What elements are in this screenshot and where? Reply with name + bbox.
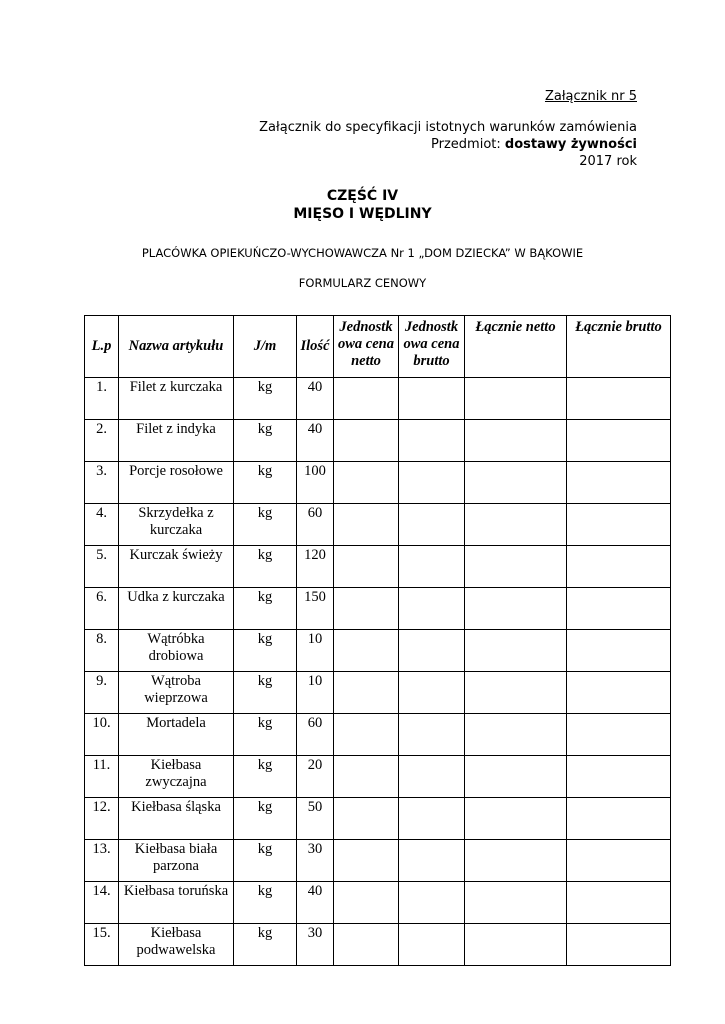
- form-title: FORMULARZ CENOWY: [298, 276, 427, 290]
- row-lp-cell: 4.: [85, 504, 119, 546]
- row-unit-cell: kg: [234, 504, 297, 546]
- row-quantity-cell: 10: [297, 672, 334, 714]
- row-quantity-cell: 30: [297, 840, 334, 882]
- table-row: [85, 924, 671, 966]
- row-quantity-cell: 30: [297, 924, 334, 966]
- row-quantity-cell: 10: [297, 630, 334, 672]
- row-unit-cell: kg: [234, 630, 297, 672]
- row-lp-cell: 15.: [85, 924, 119, 966]
- row-item-name-cell: Filet z kurczaka: [119, 378, 234, 420]
- row-unit-price-net-cell[interactable]: [334, 798, 399, 840]
- table-row: [85, 882, 671, 924]
- table-row: [85, 420, 671, 462]
- subject-line: [259, 136, 637, 153]
- row-total-gross-cell[interactable]: [567, 672, 671, 714]
- row-item-name-cell: Kiełbasa toruńska: [119, 882, 234, 924]
- row-unit-price-gross-cell[interactable]: [399, 840, 465, 882]
- row-total-gross-cell[interactable]: [567, 420, 671, 462]
- row-unit-price-gross-cell[interactable]: [399, 882, 465, 924]
- header-unit-price-net-line1: Jednostk: [339, 319, 393, 335]
- header-unit-price-net-line3: netto: [351, 353, 381, 369]
- subject-prefix: Przedmiot:: [431, 137, 505, 152]
- table-row: [85, 630, 671, 672]
- table-row: [85, 462, 671, 504]
- row-item-name-cell: Kiełbasa podwawelska: [119, 924, 234, 966]
- row-unit-price-net-cell[interactable]: [334, 504, 399, 546]
- row-total-net-cell[interactable]: [465, 924, 567, 966]
- row-quantity-cell: 40: [297, 882, 334, 924]
- row-unit-cell: kg: [234, 924, 297, 966]
- row-unit-cell: kg: [234, 840, 297, 882]
- header-total-gross: Łącznie brutto: [567, 316, 671, 378]
- row-item-name-cell: Skrzydełka z kurczaka: [119, 504, 234, 546]
- row-quantity-cell: 150: [297, 588, 334, 630]
- header-unit-price-net-line2: owa cena: [338, 336, 394, 352]
- row-quantity-cell: 40: [297, 378, 334, 420]
- row-item-name-cell: Kiełbasa zwyczajna: [119, 756, 234, 798]
- row-total-gross-cell[interactable]: [567, 840, 671, 882]
- row-total-net-cell[interactable]: [465, 882, 567, 924]
- row-unit-price-net-cell[interactable]: [334, 420, 399, 462]
- row-lp-cell: 6.: [85, 588, 119, 630]
- part-name: MIĘSO I WĘDLINY: [293, 206, 432, 222]
- row-unit-price-gross-cell[interactable]: [399, 546, 465, 588]
- row-total-gross-cell[interactable]: [567, 882, 671, 924]
- table-row: [85, 672, 671, 714]
- annex-number: Załącznik nr 5: [544, 89, 637, 104]
- year-line: 2017 rok: [579, 154, 637, 169]
- row-item-name-cell: Mortadela: [119, 714, 234, 756]
- row-item-name-cell: Filet z indyka: [119, 420, 234, 462]
- row-total-gross-cell[interactable]: [567, 504, 671, 546]
- table-header-row: [85, 316, 671, 378]
- row-unit-price-net-cell[interactable]: [334, 924, 399, 966]
- row-item-name-cell: Wątroba wieprzowa: [119, 672, 234, 714]
- row-unit-price-gross-cell[interactable]: [399, 798, 465, 840]
- row-lp-cell: 14.: [85, 882, 119, 924]
- row-unit-price-net-cell[interactable]: [334, 840, 399, 882]
- row-total-gross-cell[interactable]: [567, 588, 671, 630]
- row-item-name-cell: Kiełbasa śląska: [119, 798, 234, 840]
- row-unit-price-net-cell[interactable]: [334, 714, 399, 756]
- row-item-name-cell: Wątróbka drobiowa: [119, 630, 234, 672]
- row-unit-price-net-cell[interactable]: [334, 546, 399, 588]
- row-unit-cell: kg: [234, 588, 297, 630]
- row-item-name-cell: Kurczak świeży: [119, 546, 234, 588]
- row-unit-price-net-cell[interactable]: [334, 588, 399, 630]
- row-lp-cell: 3.: [85, 462, 119, 504]
- header-unit-price-net: [334, 316, 399, 378]
- row-total-net-cell[interactable]: [465, 378, 567, 420]
- row-lp-cell: 12.: [85, 798, 119, 840]
- header-quantity: Ilość: [297, 316, 334, 378]
- row-lp-cell: 11.: [85, 756, 119, 798]
- row-quantity-cell: 60: [297, 504, 334, 546]
- row-total-net-cell[interactable]: [465, 588, 567, 630]
- row-unit-cell: kg: [234, 882, 297, 924]
- row-lp-cell: 1.: [85, 378, 119, 420]
- row-lp-cell: 8.: [85, 630, 119, 672]
- row-total-net-cell[interactable]: [465, 546, 567, 588]
- row-lp-cell: 5.: [85, 546, 119, 588]
- row-total-gross-cell[interactable]: [567, 798, 671, 840]
- row-unit-price-net-cell[interactable]: [334, 882, 399, 924]
- part-title: [0, 187, 725, 223]
- row-unit-price-net-cell[interactable]: [334, 630, 399, 672]
- row-quantity-cell: 120: [297, 546, 334, 588]
- row-lp-cell: 2.: [85, 420, 119, 462]
- row-lp-cell: 10.: [85, 714, 119, 756]
- row-unit-price-net-cell[interactable]: [334, 462, 399, 504]
- header-unit-price-gross-line2: owa cena: [403, 336, 460, 352]
- row-unit-price-gross-cell[interactable]: [399, 924, 465, 966]
- row-unit-price-gross-cell[interactable]: [399, 462, 465, 504]
- row-unit-price-net-cell[interactable]: [334, 672, 399, 714]
- header-unit-price-gross: [399, 316, 465, 378]
- row-quantity-cell: 40: [297, 420, 334, 462]
- row-unit-price-net-cell[interactable]: [334, 756, 399, 798]
- row-total-net-cell[interactable]: [465, 420, 567, 462]
- row-total-gross-cell[interactable]: [567, 630, 671, 672]
- row-unit-price-gross-cell[interactable]: [399, 630, 465, 672]
- table-row: [85, 378, 671, 420]
- row-unit-cell: kg: [234, 714, 297, 756]
- row-quantity-cell: 100: [297, 462, 334, 504]
- row-total-gross-cell[interactable]: [567, 546, 671, 588]
- row-unit-price-gross-cell[interactable]: [399, 672, 465, 714]
- row-total-gross-cell[interactable]: [567, 714, 671, 756]
- header-unit: J/m: [234, 316, 297, 378]
- row-quantity-cell: 50: [297, 798, 334, 840]
- row-unit-price-net-cell[interactable]: [334, 378, 399, 420]
- subject-value: dostawy żywności: [504, 137, 637, 152]
- row-unit-cell: kg: [234, 420, 297, 462]
- row-unit-price-gross-cell[interactable]: [399, 378, 465, 420]
- row-unit-cell: kg: [234, 462, 297, 504]
- row-total-net-cell[interactable]: [465, 504, 567, 546]
- row-unit-cell: kg: [234, 546, 297, 588]
- header-total-net: Łącznie netto: [465, 316, 567, 378]
- row-total-gross-cell[interactable]: [567, 924, 671, 966]
- facility-name: PLACÓWKA OPIEKUŃCZO-WYCHOWAWCZA Nr 1 „DOM DZIECKA” W BĄKOWIE: [141, 246, 584, 260]
- row-item-name-cell: Porcje rosołowe: [119, 462, 234, 504]
- row-lp-cell: 13.: [85, 840, 119, 882]
- row-unit-price-gross-cell[interactable]: [399, 504, 465, 546]
- table-row: [85, 588, 671, 630]
- row-total-net-cell[interactable]: [465, 756, 567, 798]
- table-row: [85, 798, 671, 840]
- header-lp: L.p: [85, 316, 119, 378]
- row-item-name-cell: Kiełbasa biała parzona: [119, 840, 234, 882]
- document-header: [259, 119, 637, 170]
- table-row: [85, 546, 671, 588]
- header-item-name: Nazwa artykułu: [119, 316, 234, 378]
- row-total-net-cell[interactable]: [465, 462, 567, 504]
- row-unit-cell: kg: [234, 378, 297, 420]
- row-total-gross-cell[interactable]: [567, 756, 671, 798]
- table-row: [85, 756, 671, 798]
- row-unit-cell: kg: [234, 672, 297, 714]
- row-total-gross-cell[interactable]: [567, 462, 671, 504]
- price-table: [84, 315, 671, 966]
- table-row: [85, 504, 671, 546]
- row-total-net-cell[interactable]: [465, 840, 567, 882]
- header-unit-price-gross-line1: Jednostk: [404, 319, 459, 335]
- table-row: [85, 840, 671, 882]
- row-unit-price-gross-cell[interactable]: [399, 714, 465, 756]
- row-quantity-cell: 20: [297, 756, 334, 798]
- row-total-net-cell[interactable]: [465, 672, 567, 714]
- row-unit-price-gross-cell[interactable]: [399, 588, 465, 630]
- specification-line: Załącznik do specyfikacji istotnych warunków zamówienia: [259, 120, 637, 135]
- row-unit-cell: kg: [234, 798, 297, 840]
- header-unit-price-gross-line3: brutto: [413, 353, 450, 369]
- row-total-net-cell[interactable]: [465, 630, 567, 672]
- row-lp-cell: 9.: [85, 672, 119, 714]
- row-total-net-cell[interactable]: [465, 714, 567, 756]
- row-unit-price-gross-cell[interactable]: [399, 756, 465, 798]
- table-body: [85, 378, 671, 966]
- row-total-gross-cell[interactable]: [567, 378, 671, 420]
- row-unit-cell: kg: [234, 756, 297, 798]
- part-number: CZĘŚĆ IV: [326, 188, 399, 204]
- row-item-name-cell: Udka z kurczaka: [119, 588, 234, 630]
- table-row: [85, 714, 671, 756]
- row-total-net-cell[interactable]: [465, 798, 567, 840]
- row-quantity-cell: 60: [297, 714, 334, 756]
- row-unit-price-gross-cell[interactable]: [399, 420, 465, 462]
